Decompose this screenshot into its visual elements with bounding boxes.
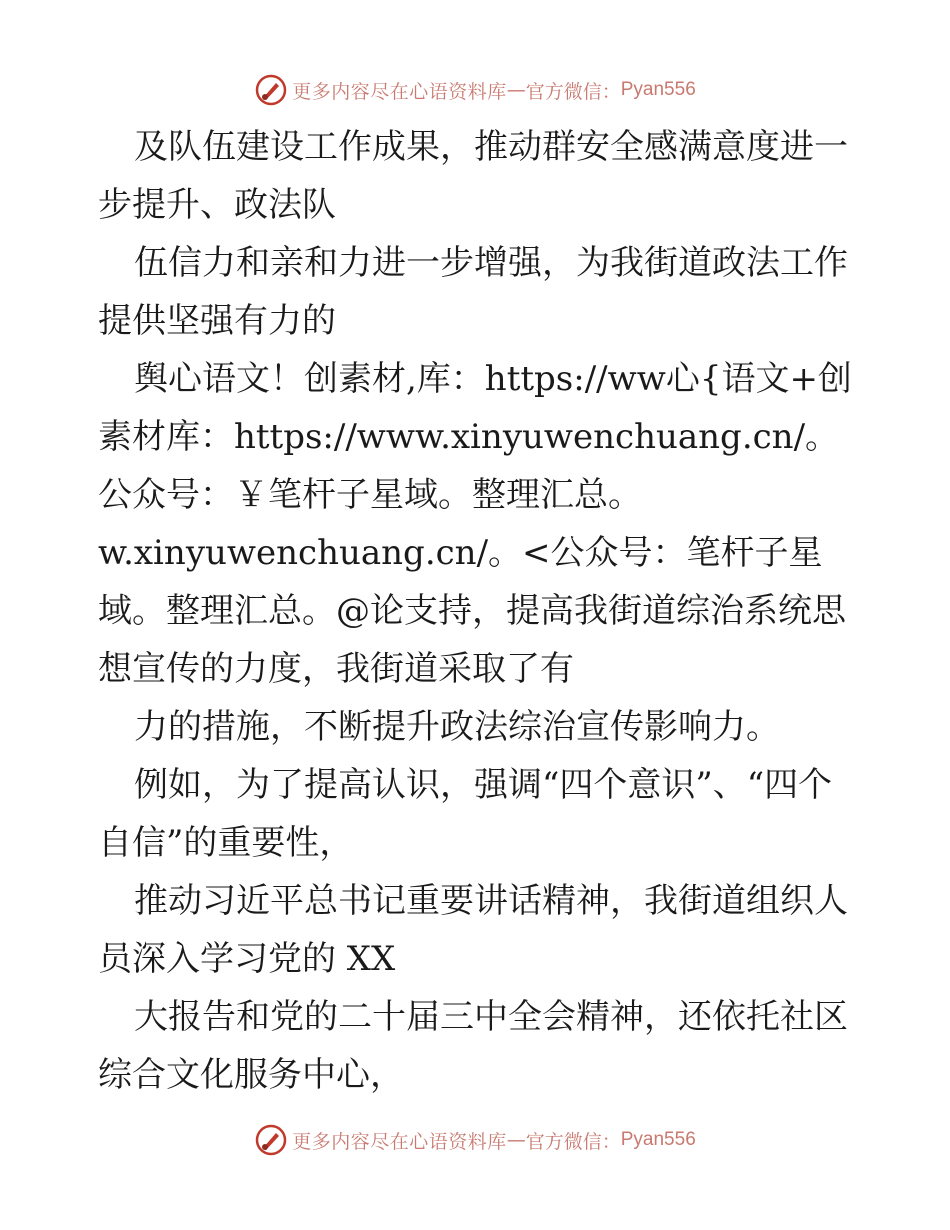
footer-watermark-banner bbox=[0, 1120, 950, 1160]
document-body bbox=[98, 118, 858, 1104]
banner-wechat-label: 官方微信： bbox=[525, 1130, 621, 1153]
paragraph-4: w.xinyuwenchuang.cn/。<公众号：笔杆子星域。整理汇总。@论支持，提高我街道综治系统思想宣传的力度，我街道采取了有 bbox=[98, 533, 846, 689]
banner-separator: — bbox=[506, 1129, 526, 1151]
paragraph-5: 力的措施，不断提升政法综治宣传影响力。 bbox=[134, 707, 780, 747]
paragraph-6: 例如，为了提高认识，强调“四个意识”、“四个自信”的重要性， bbox=[98, 765, 833, 863]
quill-logo-icon bbox=[254, 73, 288, 107]
paragraph-8: 大报告和党的二十届三中全会精神，还依托社区综合文化服务中心， bbox=[98, 997, 848, 1095]
quill-logo-icon bbox=[254, 1123, 288, 1157]
banner-wechat-label: 官方微信： bbox=[525, 80, 621, 103]
banner-slogan: 更多内容尽在心语资料库 bbox=[292, 80, 507, 103]
header-watermark-banner bbox=[0, 70, 950, 110]
paragraph-2: 伍信力和亲和力进一步增强，为我街道政法工作提供坚强有力的 bbox=[98, 243, 848, 341]
paragraph-7: 推动习近平总书记重要讲话精神，我街道组织人员深入学习党的 XX bbox=[98, 881, 848, 979]
paragraph-3: 舆心语文！创素材,库：https://ww心{语文+创素材库：https://www.xinyuwenchuang.cn/。公众号：￥笔杆子星域。整理汇总。 bbox=[98, 359, 852, 515]
paragraph-1: 及队伍建设工作成果，推动群安全感满意度进一步提升、政法队 bbox=[98, 127, 848, 225]
banner-wechat-id: Pyan556 bbox=[620, 79, 696, 100]
banner-slogan: 更多内容尽在心语资料库 bbox=[292, 1130, 507, 1153]
banner-separator: — bbox=[506, 79, 526, 101]
banner-wechat-id: Pyan556 bbox=[620, 1129, 696, 1150]
